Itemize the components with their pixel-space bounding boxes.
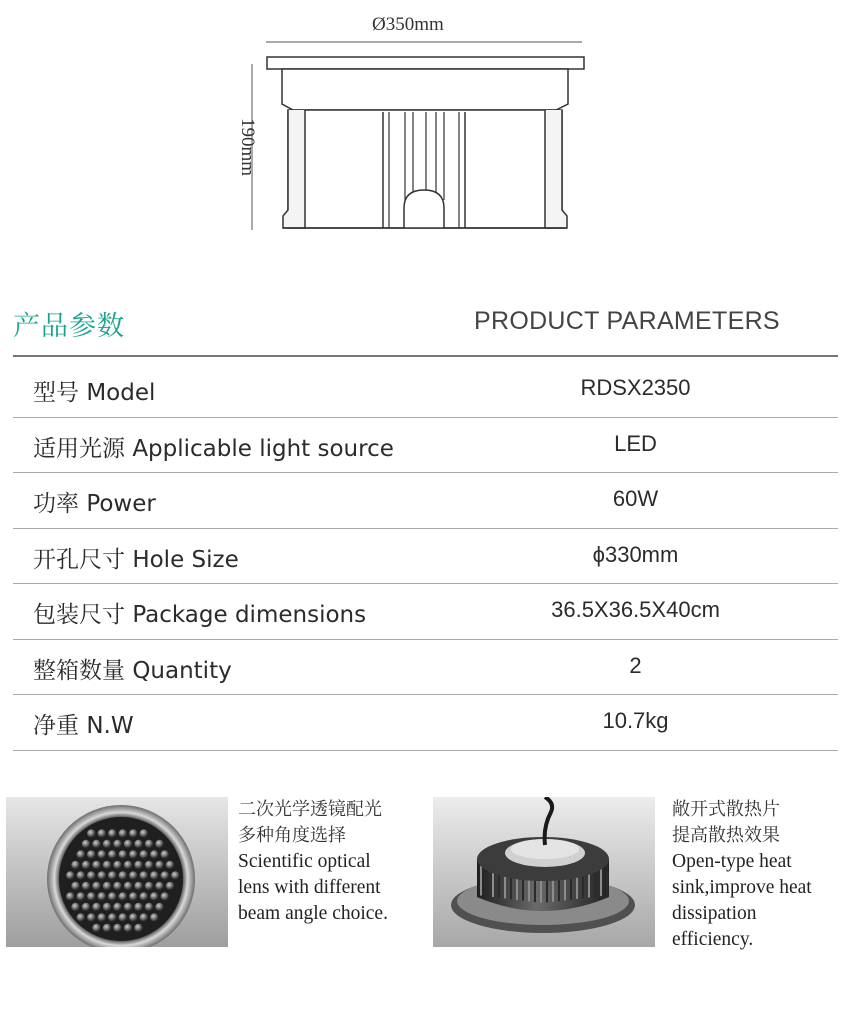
param-label [33,485,156,518]
param-value [433,597,838,623]
feature-heatsink-en-line: Open-type heat [672,851,792,872]
parameters-title-cn: 产品参数 [13,311,125,342]
heat-sink-photo [433,797,655,947]
param-label-cn: 功率 [33,491,79,517]
param-label [33,652,232,685]
feature-lens-cn-line: 多种角度选择 [238,825,346,846]
feature-heatsink-en-line: efficiency. [672,929,754,950]
param-label [33,541,239,574]
param-label-cn: 包装尺寸 [33,602,125,628]
feature-lens-en-line: lens with different [238,877,381,898]
param-label [33,374,155,407]
table-row [13,584,838,640]
technical-drawing [0,0,850,260]
param-label-en: N.W [86,713,134,739]
param-label-cn: 型号 [33,380,79,406]
param-value-text: 60W [612,486,659,511]
param-value-text: 2 [629,652,642,678]
param-label-cn: 净重 [33,713,79,739]
param-label [33,707,134,740]
table-row [13,473,838,529]
param-label-cn: 整箱数量 [33,657,125,684]
param-value [433,708,838,734]
table-row [13,362,838,418]
param-label-en: Power [86,491,156,517]
table-row [13,529,838,585]
param-value [433,375,838,401]
param-value-text: 10.7kg [602,708,669,733]
param-label [33,596,366,629]
fixture-side-view-drawing [0,0,850,260]
param-value [433,486,838,512]
param-label-en: Quantity [132,657,232,684]
feature-heatsink-cn-line: 提高散热效果 [672,825,780,846]
feature-heatsink-en-line: sink,improve heat [672,877,812,898]
parameters-title-en: PRODUCT PARAMETERS [474,307,780,335]
param-value-text: ϕ330mm [592,541,679,567]
feature-lens-en-line: beam angle choice. [238,903,388,924]
param-value [433,431,838,457]
diameter-dimension-label: Ø350mm [372,14,444,35]
param-value-text: RDSX2350 [580,375,691,400]
feature-heatsink-cn-line: 敞开式散热片 [672,799,780,820]
led-lens-front-photo [6,797,228,947]
table-row [13,640,838,696]
feature-heatsink-en-line: dissipation [672,903,757,924]
table-row [13,418,838,474]
table-row [13,695,838,751]
feature-lens-en-line: Scientific optical [238,851,371,872]
param-label-cn: 开孔尺寸 [33,546,125,573]
param-label-en: Applicable light source [132,435,394,462]
param-label-en: Hole Size [132,546,239,573]
parameters-table [13,362,838,751]
param-label-cn: 适用光源 [33,435,125,462]
feature-lens-cn-line: 二次光学透镜配光 [238,799,382,820]
param-label-en: Model [86,380,156,406]
param-value-text: LED [614,430,657,456]
height-dimension-label: 190mm [237,117,259,177]
param-label-en: Package dimensions [132,602,367,628]
param-label [33,430,394,463]
param-value-text: 36.5X36.5X40cm [551,597,720,622]
param-value [433,653,838,679]
feature-heatsink-text [672,797,812,953]
header-divider [13,355,838,357]
feature-lens-text [238,797,388,927]
param-value [433,542,838,568]
